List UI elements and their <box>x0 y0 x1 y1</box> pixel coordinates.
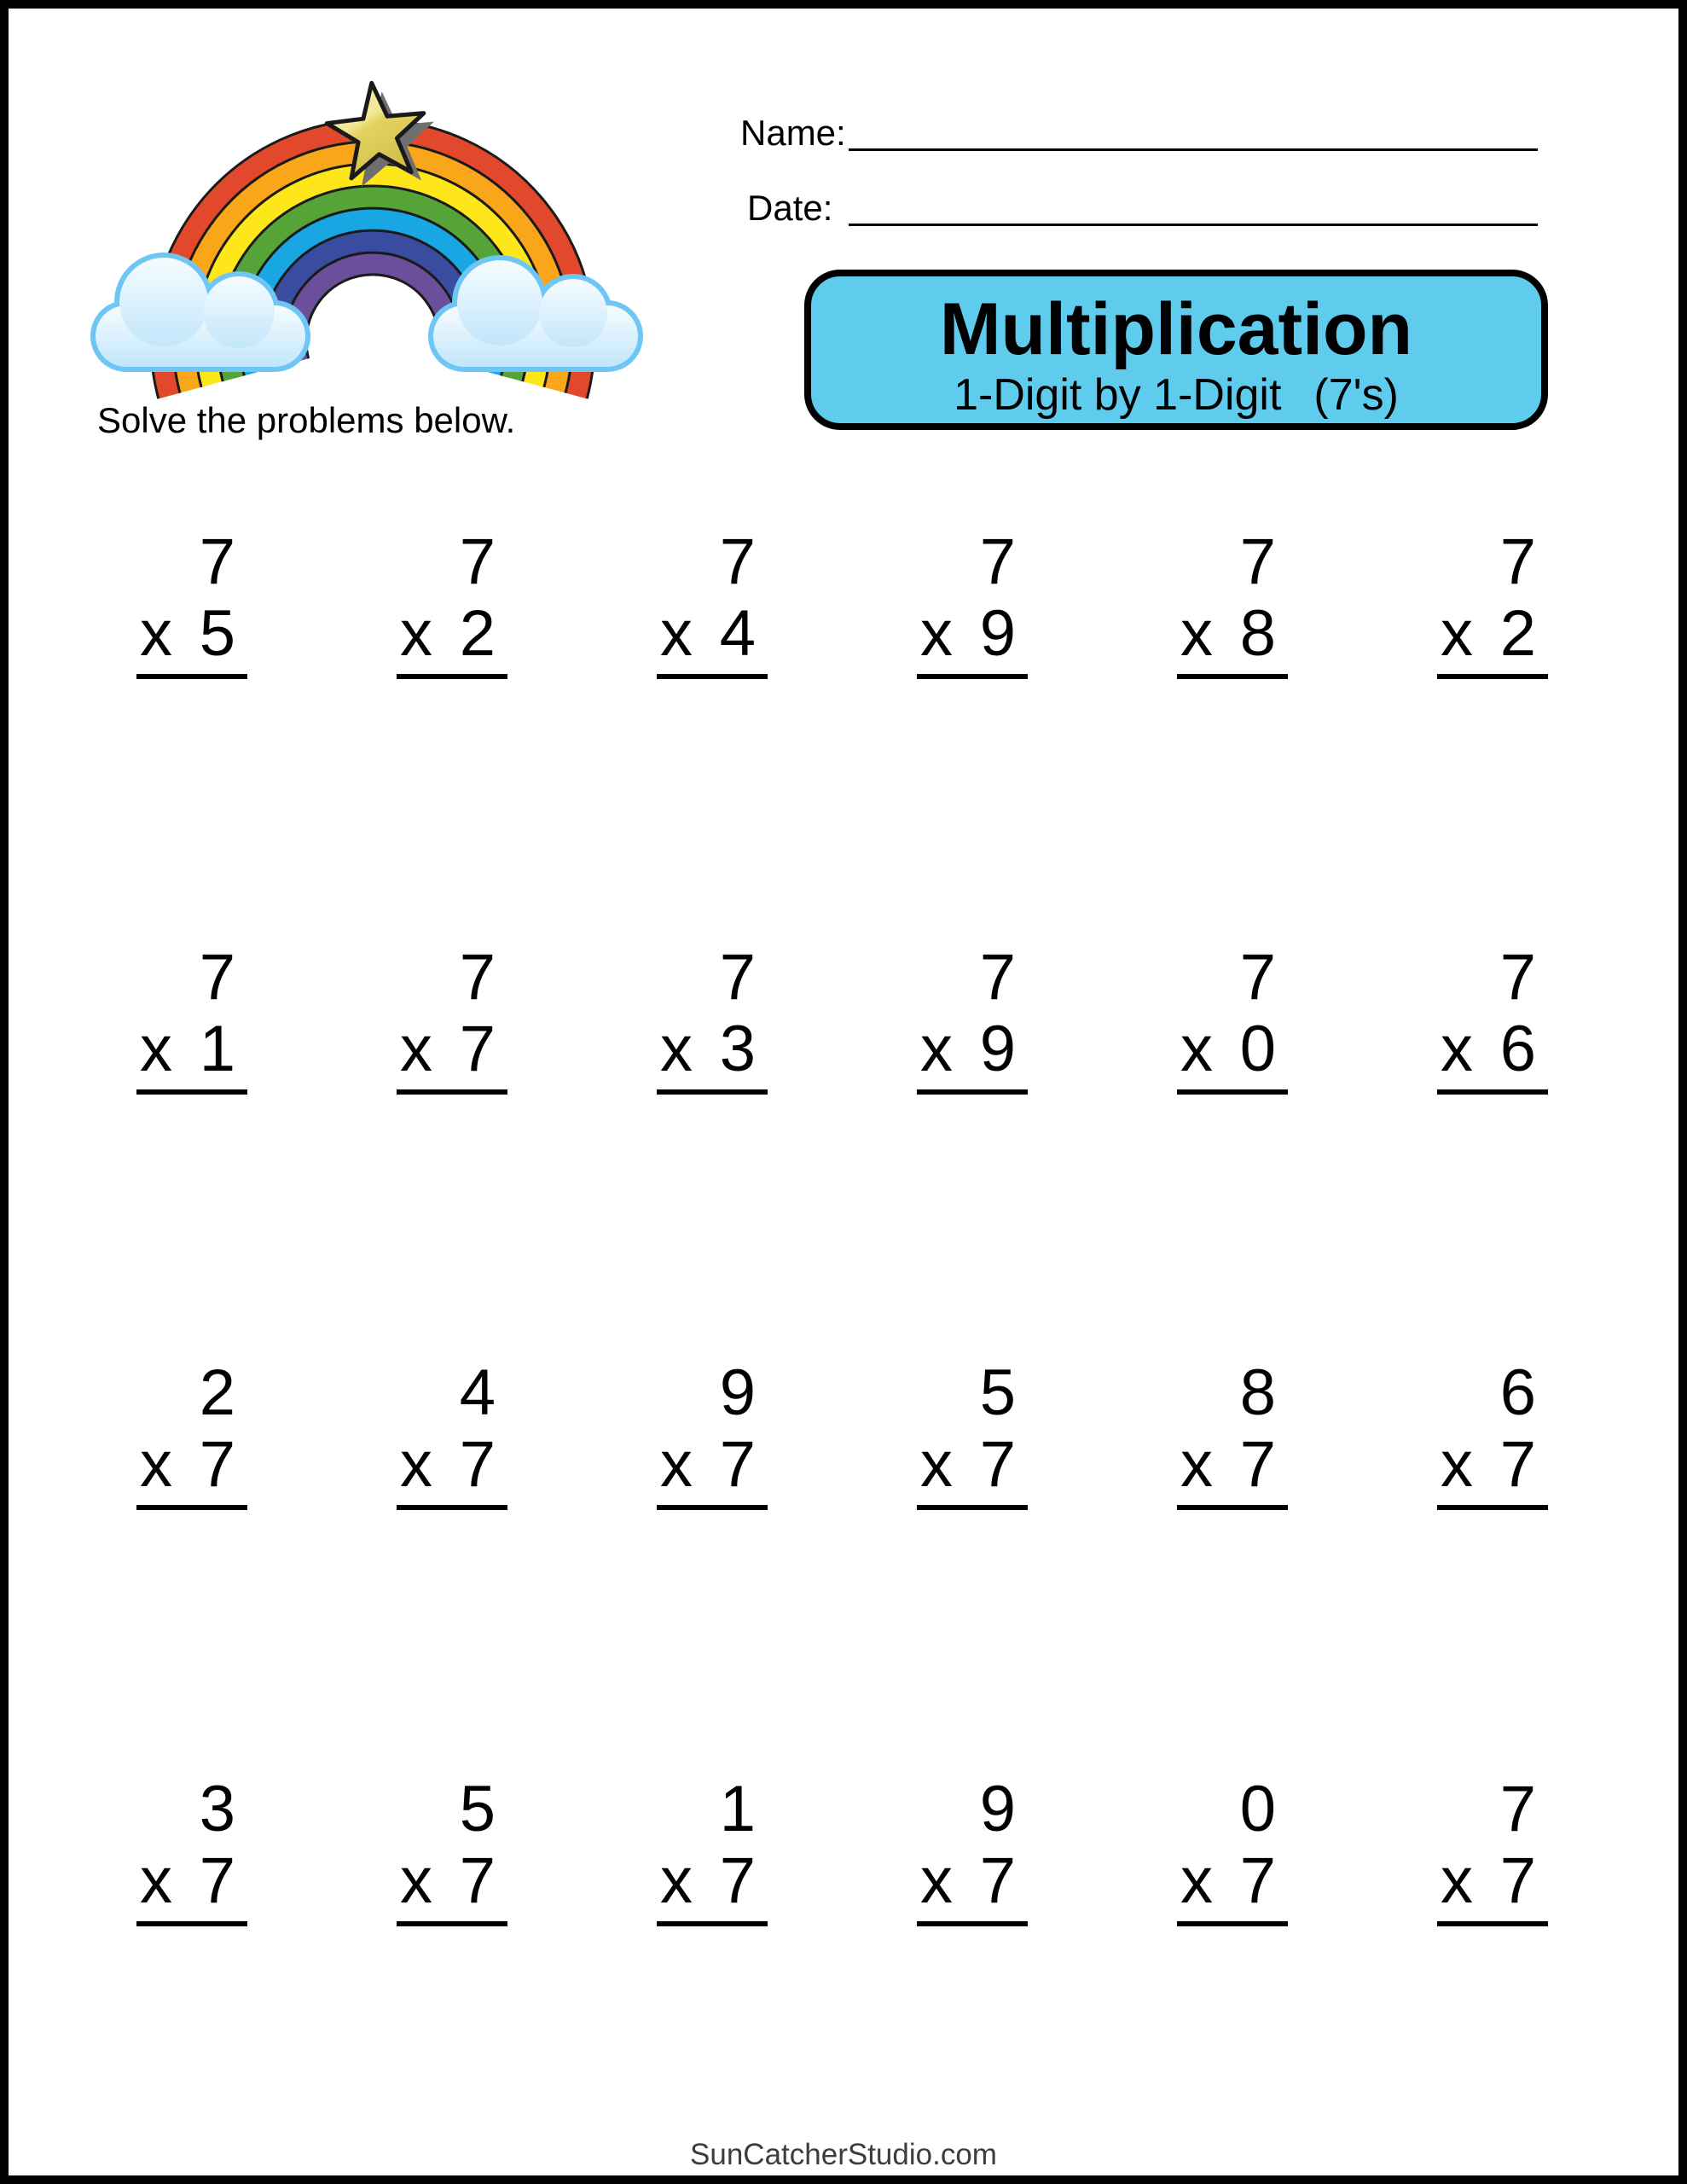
multiplier-row <box>136 597 247 670</box>
multiplier: 7 <box>1239 1428 1276 1501</box>
multiplier: 9 <box>979 1013 1016 1085</box>
problem-r2-c3 <box>657 941 768 1095</box>
multiplier: 7 <box>719 1844 756 1917</box>
cloud-right <box>433 260 638 367</box>
times-sign: x <box>400 1428 432 1501</box>
answer-line <box>136 1921 247 1926</box>
multiplier-row <box>917 1013 1028 1085</box>
multiplier-row <box>917 597 1028 670</box>
problem-r4-c6 <box>1437 1773 1548 1926</box>
title-box <box>804 270 1548 430</box>
multiplier: 3 <box>719 1013 756 1085</box>
multiplicand: 5 <box>979 1356 1016 1429</box>
problem-r1-c4 <box>917 526 1028 679</box>
multiplicand: 7 <box>1239 526 1276 598</box>
problem-r4-c2 <box>397 1773 507 1926</box>
multiplier-row <box>136 1013 247 1085</box>
times-sign: x <box>1180 1844 1213 1917</box>
multiplicand: 7 <box>199 526 235 598</box>
multiplicand: 7 <box>979 526 1016 598</box>
times-sign: x <box>920 597 953 670</box>
worksheet-subtitle <box>811 370 1541 420</box>
multiplier-row <box>1437 1013 1548 1085</box>
multiplier-row <box>397 1844 507 1917</box>
problem-r3-c5 <box>1177 1356 1288 1510</box>
problem-r1-c2 <box>397 526 507 679</box>
answer-line <box>917 1089 1028 1095</box>
multiplicand: 7 <box>1499 941 1536 1014</box>
answer-line <box>136 1089 247 1095</box>
multiplier: 7 <box>979 1428 1016 1501</box>
times-sign: x <box>660 1013 693 1085</box>
multiplier-row <box>1437 1844 1548 1917</box>
multiplicand: 7 <box>459 526 496 598</box>
multiplier-row <box>917 1844 1028 1917</box>
multiplicand: 2 <box>199 1356 235 1429</box>
multiplier: 9 <box>979 597 1016 670</box>
problem-r3-c3 <box>657 1356 768 1510</box>
date-label: Date: <box>747 188 833 228</box>
times-sign: x <box>660 1428 693 1501</box>
times-sign: x <box>140 1844 172 1917</box>
multiplicand: 0 <box>1239 1773 1276 1845</box>
answer-line <box>1437 1505 1548 1510</box>
multiplier: 7 <box>459 1844 496 1917</box>
times-sign: x <box>400 597 432 670</box>
multiplicand: 7 <box>719 526 756 598</box>
times-sign: x <box>920 1013 953 1085</box>
instruction-text: Solve the problems below. <box>97 400 516 440</box>
multiplicand: 7 <box>1239 941 1276 1014</box>
multiplier-row <box>657 1428 768 1501</box>
multiplier-row <box>657 597 768 670</box>
answer-line <box>1177 674 1288 679</box>
date-line <box>849 224 1538 226</box>
times-sign: x <box>1441 1844 1473 1917</box>
multiplicand: 7 <box>979 941 1016 1014</box>
answer-line <box>657 1089 768 1095</box>
answer-line <box>1437 1089 1548 1095</box>
answer-line <box>397 1089 507 1095</box>
multiplier-row <box>1437 1428 1548 1501</box>
times-sign: x <box>1441 1013 1473 1085</box>
answer-line <box>1437 1921 1548 1926</box>
multiplier-row <box>136 1428 247 1501</box>
multiplier: 6 <box>1499 1013 1536 1085</box>
problem-r2-c1 <box>136 941 247 1095</box>
multiplicand: 9 <box>979 1773 1016 1845</box>
multiplier: 2 <box>459 597 496 670</box>
times-sign: x <box>1180 1013 1213 1085</box>
subtitle-note: (7's) <box>1313 370 1399 420</box>
multiplier-row <box>397 1013 507 1085</box>
problem-r2-c5 <box>1177 941 1288 1095</box>
times-sign: x <box>660 1844 693 1917</box>
times-sign: x <box>400 1013 432 1085</box>
problem-r2-c6 <box>1437 941 1548 1095</box>
multiplicand: 9 <box>719 1356 756 1429</box>
problem-r4-c4 <box>917 1773 1028 1926</box>
multiplier-row <box>1177 1428 1288 1501</box>
answer-line <box>1177 1505 1288 1510</box>
worksheet-title: Multiplication <box>939 288 1413 370</box>
multiplier: 2 <box>1499 597 1536 670</box>
answer-line <box>1177 1921 1288 1926</box>
subtitle-text: 1-Digit by 1-Digit <box>954 370 1282 420</box>
times-sign: x <box>1180 1428 1213 1501</box>
multiplier-row <box>397 1428 507 1501</box>
multiplier: 0 <box>1239 1013 1276 1085</box>
times-sign: x <box>140 1013 172 1085</box>
multiplicand: 7 <box>199 941 235 1014</box>
problem-r3-c6 <box>1437 1356 1548 1510</box>
multiplicand: 5 <box>459 1773 496 1845</box>
answer-line <box>397 1921 507 1926</box>
rainbow-graphic <box>68 51 657 427</box>
name-line <box>849 148 1538 151</box>
answer-line <box>136 1505 247 1510</box>
problem-r3-c2 <box>397 1356 507 1510</box>
multiplier: 1 <box>199 1013 235 1085</box>
multiplier: 7 <box>459 1428 496 1501</box>
multiplier: 7 <box>459 1013 496 1085</box>
answer-line <box>397 674 507 679</box>
problem-r3-c1 <box>136 1356 247 1510</box>
problem-r1-c1 <box>136 526 247 679</box>
multiplier-row <box>657 1013 768 1085</box>
problem-r3-c4 <box>917 1356 1028 1510</box>
problem-r1-c5 <box>1177 526 1288 679</box>
multiplier: 7 <box>199 1844 235 1917</box>
answer-line <box>657 1505 768 1510</box>
multiplier-row <box>397 597 507 670</box>
times-sign: x <box>920 1428 953 1501</box>
answer-line <box>1437 674 1548 679</box>
multiplier-row <box>136 1844 247 1917</box>
multiplier: 8 <box>1239 597 1276 670</box>
problem-r4-c5 <box>1177 1773 1288 1926</box>
multiplier-row <box>1177 1013 1288 1085</box>
multiplicand: 7 <box>459 941 496 1014</box>
answer-line <box>397 1505 507 1510</box>
multiplier-row <box>1437 597 1548 670</box>
multiplier-row <box>657 1844 768 1917</box>
multiplicand: 4 <box>459 1356 496 1429</box>
multiplicand: 7 <box>1499 1773 1536 1845</box>
answer-line <box>657 1921 768 1926</box>
multiplier: 5 <box>199 597 235 670</box>
times-sign: x <box>660 597 693 670</box>
multiplicand: 6 <box>1499 1356 1536 1429</box>
problem-r2-c4 <box>917 941 1028 1095</box>
multiplicand: 7 <box>1499 526 1536 598</box>
multiplicand: 8 <box>1239 1356 1276 1429</box>
times-sign: x <box>140 597 172 670</box>
problem-r4-c1 <box>136 1773 247 1926</box>
times-sign: x <box>1441 1428 1473 1501</box>
multiplier-row <box>1177 597 1288 670</box>
times-sign: x <box>920 1844 953 1917</box>
times-sign: x <box>1180 597 1213 670</box>
rainbow-band-purple <box>295 264 450 362</box>
multiplicand: 7 <box>719 941 756 1014</box>
multiplicand: 3 <box>199 1773 235 1845</box>
multiplier: 7 <box>1499 1428 1536 1501</box>
answer-line <box>917 1505 1028 1510</box>
multiplier: 7 <box>719 1428 756 1501</box>
name-label: Name: <box>740 113 846 153</box>
problem-r2-c2 <box>397 941 507 1095</box>
multiplier: 7 <box>1239 1844 1276 1917</box>
problem-r1-c6 <box>1437 526 1548 679</box>
multiplicand: 1 <box>719 1773 756 1845</box>
multiplier: 4 <box>719 597 756 670</box>
multiplier-row <box>917 1428 1028 1501</box>
answer-line <box>136 674 247 679</box>
answer-line <box>1177 1089 1288 1095</box>
problem-r4-c3 <box>657 1773 768 1926</box>
times-sign: x <box>400 1844 432 1917</box>
answer-line <box>657 674 768 679</box>
problem-r1-c3 <box>657 526 768 679</box>
multiplier: 7 <box>1499 1844 1536 1917</box>
multiplier: 7 <box>199 1428 235 1501</box>
times-sign: x <box>140 1428 172 1501</box>
answer-line <box>917 1921 1028 1926</box>
website-credit: SunCatcherStudio.com <box>690 2138 997 2171</box>
multiplier: 7 <box>979 1844 1016 1917</box>
times-sign: x <box>1441 597 1473 670</box>
answer-line <box>917 674 1028 679</box>
multiplier-row <box>1177 1844 1288 1917</box>
